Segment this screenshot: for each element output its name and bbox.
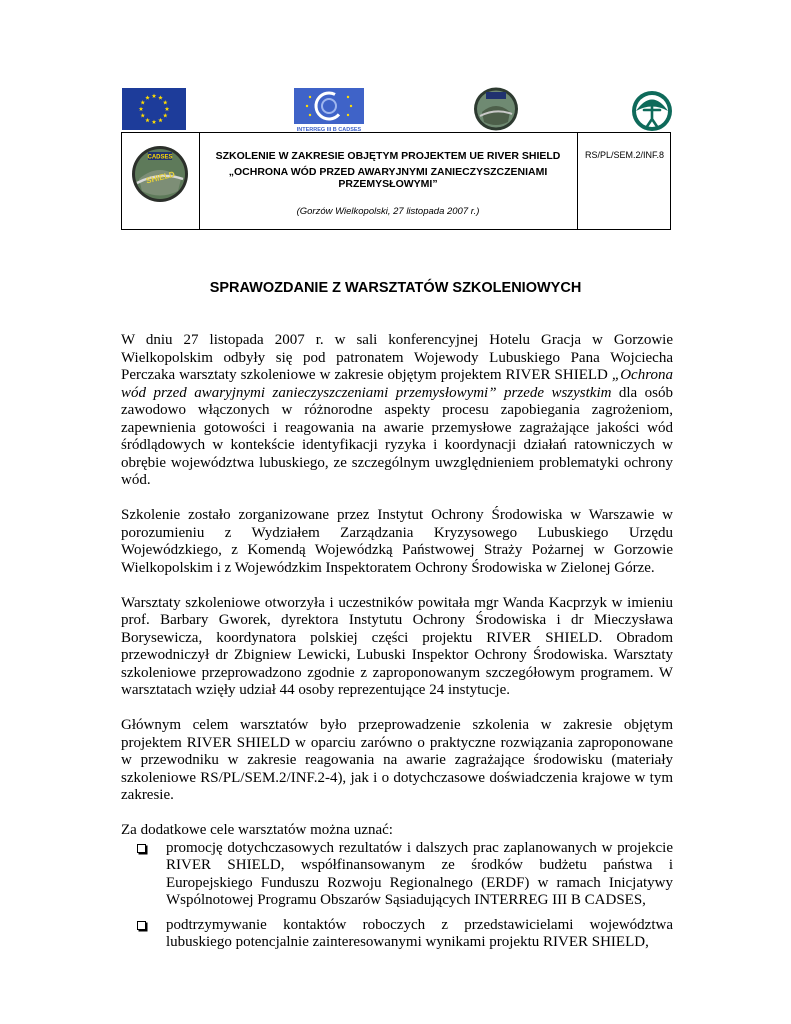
header-title-line-2: „OCHRONA WÓD PRZED AWARYJNYMI ZANIECZYSZCZENIAMI PRZEMYSŁOWYMI” bbox=[228, 166, 548, 190]
checkbox-bullet-icon bbox=[137, 921, 146, 930]
paragraph-3: Warsztaty szkoleniowe otworzyła i uczestników powitała mgr Wanda Kacprzyk w imieniu prof. Barbary Gworek, dyrektora Instytutu Ochrony Środowiska i dr Mieczysława Borysewicza, koordynatora polskiej części projektu RIVER SHIELD. Obradom przewodniczył dr Zbigniew Lewicki, Lubuski Inspektor Ochrony Środowiska. Warsztaty szkoleniowe przeprowadzono zgodnie z zaproponowanym szczegółowym programem. W warsztatach wzięły udział 44 osoby reprezentujące 24 instytucje. bbox=[121, 594, 673, 698]
list-item bbox=[121, 917, 673, 952]
cadses-badge-logo bbox=[131, 145, 189, 203]
header-logo-cell bbox=[122, 133, 200, 229]
eu-flag-icon bbox=[122, 88, 186, 130]
report-title: SPRAWOZDANIE Z WARSZTATÓW SZKOLENIOWYCH bbox=[209, 280, 582, 296]
cadses-badge-label: CADSES bbox=[147, 154, 173, 161]
bullet-list bbox=[121, 840, 673, 952]
paragraph-1-end: dla osób zawodowo włączonych w różnorodne aspekty procesu zapobiegania zagrożeniom, zapewnienia gotowości i reagowania na awarie przemysłowe zagrażające jakości wód śródlądowych w kontekście identyfikacji ryzyka i koordynacji działań ratowniczych w obrębie województwa lubuskiego, ze szczególnym uwzględnieniem problematyki ochrony wód. bbox=[121, 384, 673, 488]
paragraph-2: Szkolenie zostało zorganizowane przez Instytut Ochrony Środowiska w Warszawie w porozumieniu z Wydziałem Zarządzania Kryzysowego Lubuskiego Urzędu Wojewódzkiego, z Komendą Wojewódzką Państwowej Straży Pożarnej w Gorzowie Wielkopolskim i z Wojewódzkim Inspektoratem Ochrony Środowiska w Zielonej Górze. bbox=[121, 507, 673, 576]
eco-person-icon bbox=[627, 90, 677, 132]
shield-label: SHIELD bbox=[145, 169, 176, 186]
cadses-shield-logo bbox=[472, 86, 520, 132]
header-place-date: (Gorzów Wielkopolski, 27 listopada 2007 r.) bbox=[296, 206, 480, 217]
header-title-line-1: SZKOLENIE W ZAKRESIE OBJĘTYM PROJEKTEM UE RIVER SHIELD bbox=[215, 150, 561, 162]
list-item-text: promocję dotychczasowych rezultatów i dalszych prac zaplanowanych w projekcie RIVER SHIELD, współfinansowanym ze środków budżetu państwa i Europejskiego Funduszu Rozwoju Regionalnego (ERDF) w ramach Inicjatywy Wspólnotowej Programu Obszarów Sąsiadujących INTERREG III B CADSES, bbox=[166, 839, 673, 908]
document-body bbox=[121, 332, 673, 959]
paragraph-1-start: W dniu 27 listopada 2007 r. w sali konferencyjnej Hotelu Gracja w Gorzowie Wielkopolskim odbyły się pod patronatem Wojewody Lubuskiego Pana Wojciecha Perczaka warsztaty szkoleniowe w zakresie objętym projektem RIVER SHIELD bbox=[121, 332, 673, 383]
header-reference-cell bbox=[577, 133, 672, 229]
header-title-cell bbox=[199, 133, 578, 229]
interreg-logo bbox=[294, 88, 364, 132]
list-item-text: podtrzymywanie kontaktów roboczych z przedstawicielami województwa lubuskiego potencjalnie zainteresowanymi wynikami projektu RIVER SHIELD, bbox=[166, 916, 673, 950]
list-item bbox=[121, 840, 673, 910]
header-table bbox=[121, 132, 671, 230]
paragraph-1 bbox=[121, 332, 673, 490]
project-title-italic: „Ochrona wód przed awaryjnymi zanieczyszczeniami przemysłowymi” przede wszystkim bbox=[121, 367, 673, 401]
document-reference: RS/PL/SEM.2/INF.8 bbox=[584, 150, 665, 160]
logo-row bbox=[0, 86, 791, 132]
paragraph-4: Głównym celem warsztatów było przeprowadzenie szkolenia w zakresie objętym projektem RIVER SHIELD w oparciu zarówno o praktyczne rozwiązania zaproponowane w przewodniku w zakresie reagowania na awarie zagrażające środowisku (materiały szkoleniowe RS/PL/SEM.2/INF.2-4), jak i o dotychczasowe doświadczenia krajowe w tym zakresie. bbox=[121, 717, 673, 803]
interreg-label: INTERREG III B CADSES bbox=[296, 127, 362, 132]
checkbox-bullet-icon bbox=[137, 844, 146, 853]
paragraph-5: Za dodatkowe cele warsztatów można uznać: bbox=[121, 822, 393, 838]
